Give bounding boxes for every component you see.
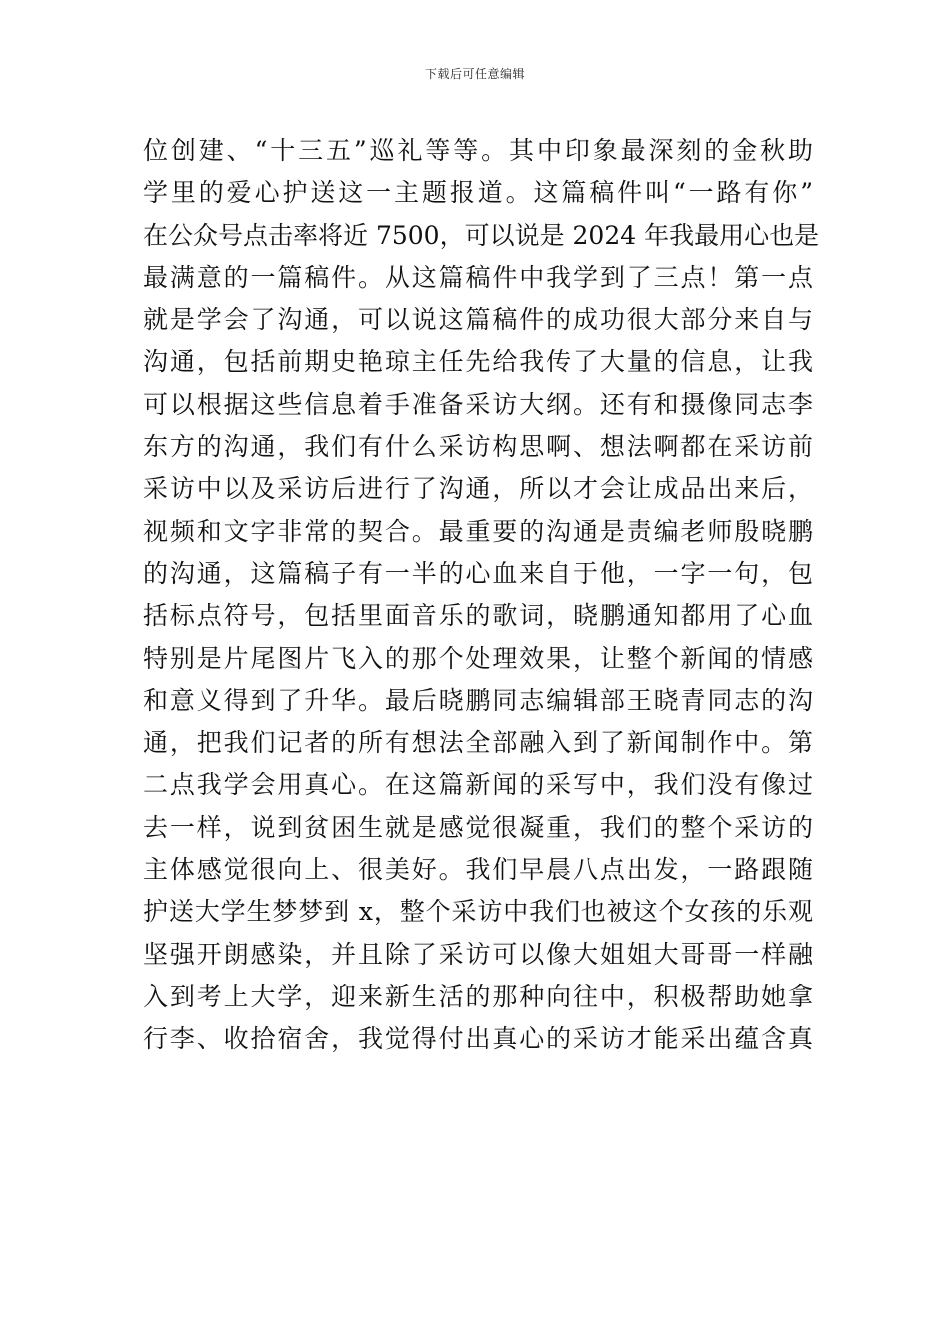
text-line-1: 位创建、“十三五”巡礼等等。其中印象最深刻的金秋助 [143,136,813,165]
text-line-14: 和意义得到了升华。最后晓鹏同志编辑部王晓青同志的沟 [143,685,813,715]
text-line-16: 二点我学会用真心。在这篇新闻的采写中，我们没有像过 [143,770,813,800]
text-line-4: 最满意的一篇稿件。从这篇稿件中我学到了三点！第一点 [143,262,813,292]
text-line-13: 特别是片尾图片飞入的那个处理效果，让整个新闻的情感 [143,643,813,673]
text-line-11: 的沟通，这篇稿子有一半的心血来自于他，一字一句，包 [143,558,813,588]
text-line-8: 东方的沟通，我们有什么采访构思啊、想法啊都在采访前 [143,432,813,462]
text-line-20: 坚强开朗感染，并且除了采访可以像大姐姐大哥哥一样融 [143,939,813,969]
text-line-17: 去一样，说到贫困生就是感觉很凝重，我们的整个采访的 [143,812,813,842]
text-line-5: 就是学会了沟通，可以说这篇稿件的成功很大部分来自与 [143,305,813,335]
text-line-6: 沟通，包括前期史艳琼主任先给我传了大量的信息，让我 [143,347,813,377]
text-line-7: 可以根据这些信息着手准备采访大纲。还有和摄像同志李 [143,389,813,419]
text-line-21: 入到考上大学，迎来新生活的那种向往中，积极帮助她拿 [143,981,813,1011]
text-line-10: 视频和文字非常的契合。最重要的沟通是责编老师殷晓鹏 [143,516,813,546]
text-line-22: 行李、收拾宿舍，我觉得付出真心的采访才能采出蕴含真 [143,1024,813,1054]
text-line-19: 护送大学生梦梦到 x，整个采访中我们也被这个女孩的乐观 [143,897,813,927]
text-line-3: 在公众号点击率将近 7500，可以说是 2024 年我最用心也是 [143,220,820,250]
text-line-2: 学里的爱心护送这一主题报道。这篇稿件叫“一路有你” [143,178,813,208]
body-text [143,130,820,1061]
text-line-9: 采访中以及采访后进行了沟通，所以才会让成品出来后， [143,474,813,504]
text-line-18: 主体感觉很向上、很美好。我们早晨八点出发，一路跟随 [143,855,813,885]
text-line-12: 括标点符号，包括里面音乐的歌词，晓鹏通知都用了心血 [143,601,813,631]
text-line-15: 通，把我们记者的所有想法全部融入到了新闻制作中。第 [143,728,813,758]
page-header: 下载后可任意编辑 [424,67,525,81]
